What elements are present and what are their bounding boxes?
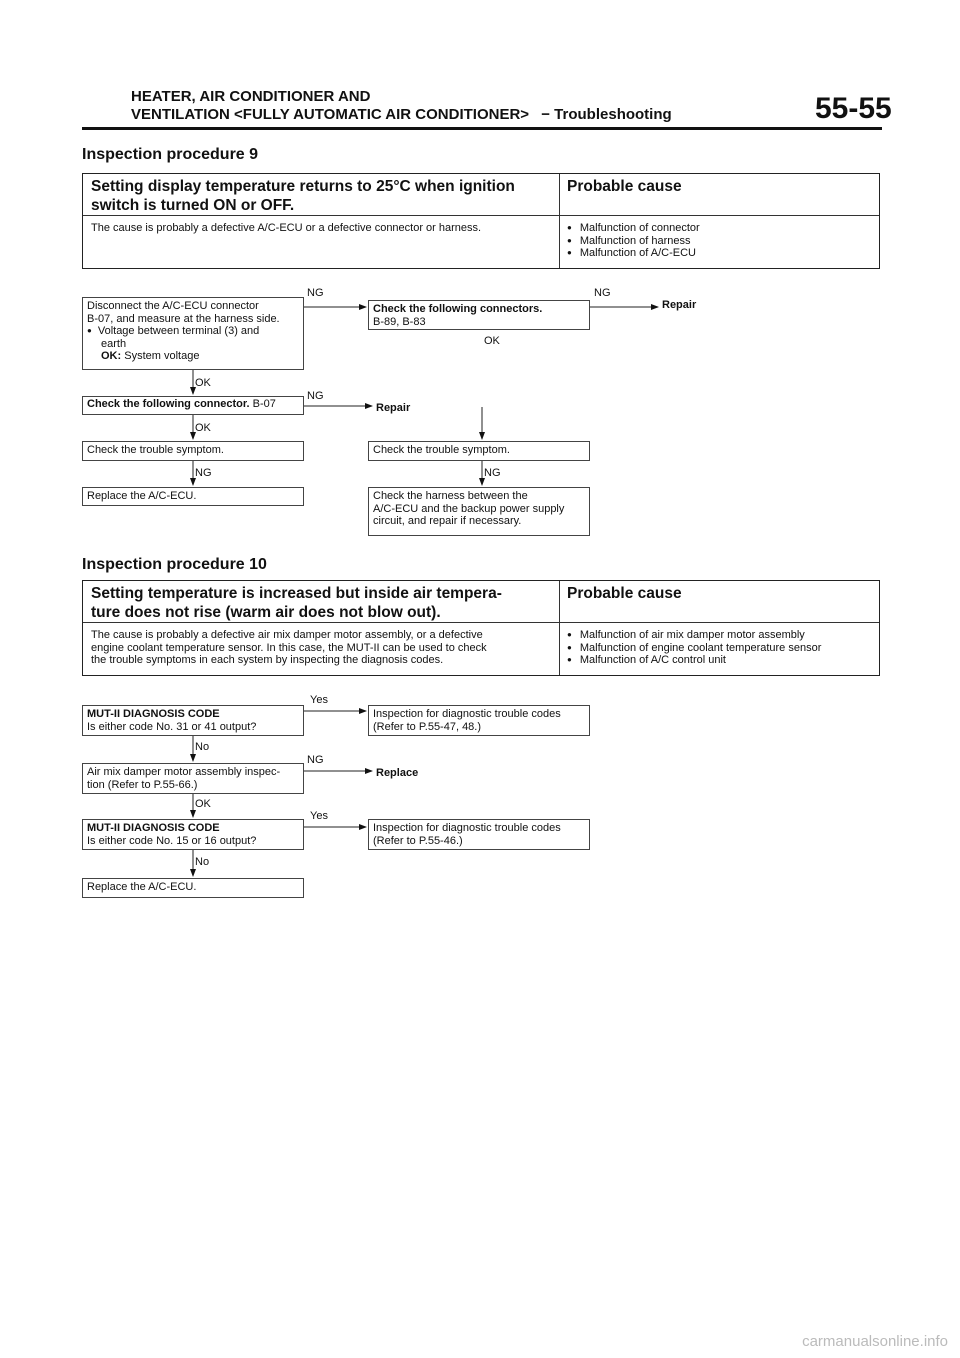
cause-item: ● Malfunction of engine coolant temperature sensor [567, 642, 821, 655]
flow10-no-label: No [195, 741, 210, 753]
flow9-repair-label: Repair [662, 299, 697, 311]
page-number: 55-55 [815, 92, 892, 125]
procedure9-symptom: Setting display temperature returns to 25°C when ignition switch is turned ON or OFF. [91, 178, 515, 214]
flow9-check-symptom-right-box: Check the trouble symptom. [368, 441, 590, 461]
procedure10-symptom: Setting temperature is increased but inside air tempera- ture does not rise (warm air does not blow out). [91, 585, 502, 621]
cause-item: ● Malfunction of A/C-ECU [567, 247, 700, 260]
flow10-mut1-box: MUT-II DIAGNOSIS CODE Is either code No. 31 or 41 output? [82, 705, 304, 736]
flow9-check-connectors-box: Check the following connectors. B-89, B-83 [368, 300, 590, 330]
flow10-yes-label: Yes [310, 810, 328, 822]
flow9-ng-label: NG [195, 467, 212, 479]
flow10-mut2-box: MUT-II DIAGNOSIS CODE Is either code No. 15 or 16 output? [82, 819, 304, 850]
flow9-repair-label: Repair [376, 402, 411, 414]
procedure9-description: The cause is probably a defective A/C-ECU or a defective connector or harness. [91, 222, 482, 234]
procedure9-cause-header: Probable cause [567, 178, 682, 195]
flow9-harness-box: Check the harness between the A/C-ECU and the backup power supply circuit, and repair if necessary. [368, 487, 590, 536]
procedure10-title: Inspection procedure 10 [82, 556, 267, 573]
flow9-step3-box: Check the trouble symptom. [82, 441, 304, 461]
flow10-no-label: No [195, 856, 210, 868]
flow10-replace-label: Replace [376, 767, 419, 779]
flow9-ng-label: NG [484, 467, 501, 479]
flow9-ok-label: OK [484, 335, 500, 347]
flow9-ok-label: OK [195, 377, 211, 389]
flow10-replace-ecu-box: Replace the A/C-ECU. [82, 878, 304, 898]
flow9-step2-box: Check the following connector. B-07 [82, 396, 304, 415]
footer-watermark: carmanualsonline.info [802, 1333, 948, 1350]
cause-item: ● Malfunction of connector [567, 222, 700, 235]
flow10-inspect2-box: Inspection for diagnostic trouble codes (Refer to P.55-46.) [368, 819, 590, 850]
flow10-damper-box: Air mix damper motor assembly inspec- tion (Refer to P.55-66.) [82, 763, 304, 794]
flow9-step1-box: Disconnect the A/C-ECU connector B-07, and measure at the harness side. ● Voltage between terminal (3) and earth OK: System voltage [82, 297, 304, 370]
cause-item: ● Malfunction of harness [567, 235, 700, 248]
header-chapter: VENTILATION <FULLY AUTOMATIC AIR CONDITIONER> [131, 106, 530, 123]
flow9-step4-box: Replace the A/C-ECU. [82, 487, 304, 506]
header-section: − Troubleshooting [541, 106, 672, 123]
flow9-ng-label: NG [307, 390, 324, 402]
procedure9-title: Inspection procedure 9 [82, 146, 259, 163]
flow10-yes-label: Yes [310, 694, 328, 706]
procedure10-description: The cause is probably a defective air mix damper motor assembly, or a defective engine coolant temperature sensor. In this case, the MUT-II can be used to check the trouble symptoms in each system by inspecting the diagnosis codes. [91, 629, 487, 666]
cause-item: ● Malfunction of A/C control unit [567, 654, 821, 667]
flow9-ng-label: NG [594, 287, 611, 299]
flow10-inspect1-box: Inspection for diagnostic trouble codes (Refer to P.55-47, 48.) [368, 705, 590, 736]
flow9-ok-label: OK [195, 422, 211, 434]
flow9-ng-label: NG [307, 287, 324, 299]
procedure10-cause-header: Probable cause [567, 585, 682, 602]
flow10-ok-label: OK [195, 798, 211, 810]
header-line1: HEATER, AIR CONDITIONER AND [131, 88, 371, 105]
cause-item: ● Malfunction of air mix damper motor assembly [567, 629, 821, 642]
flow10-ng-label: NG [307, 754, 324, 766]
